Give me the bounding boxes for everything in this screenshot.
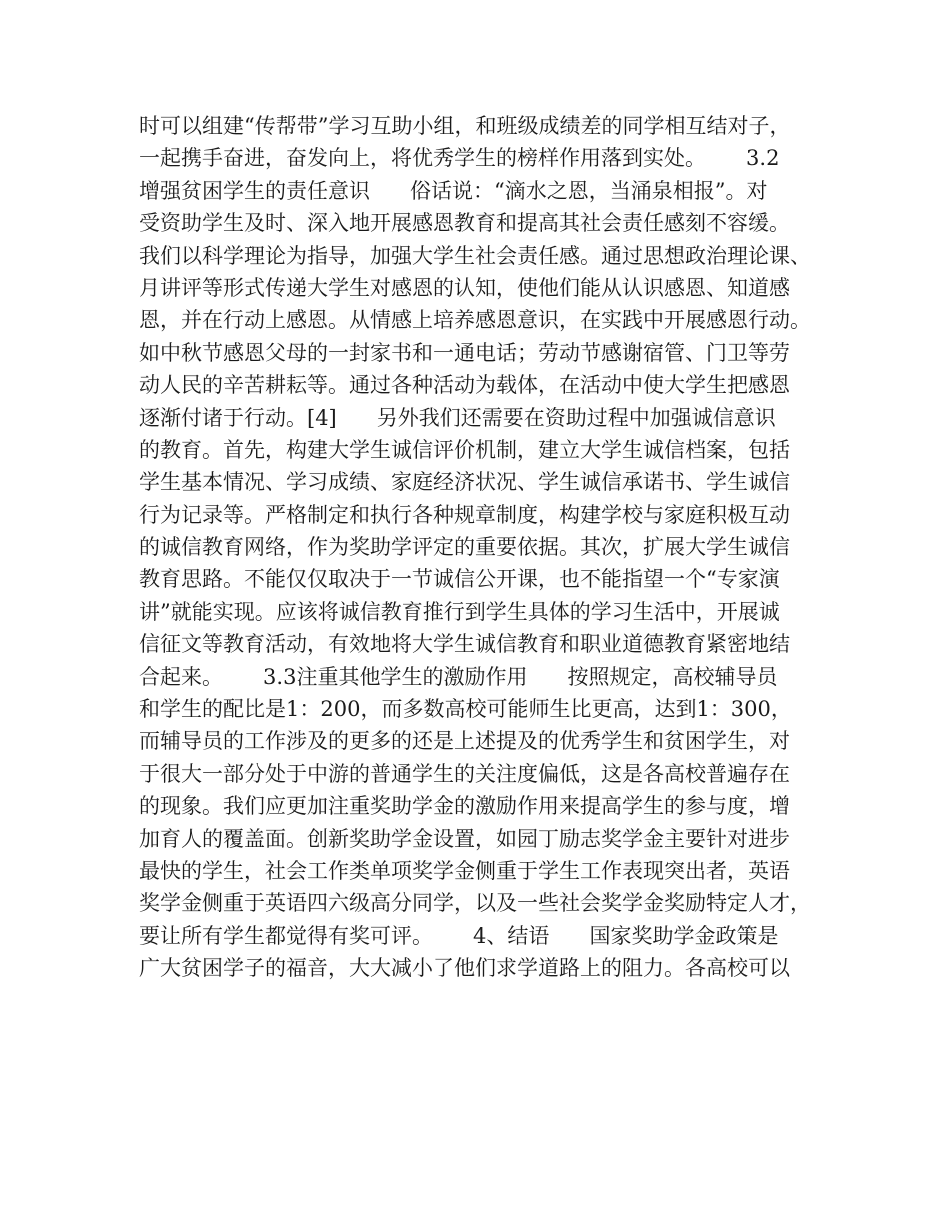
text-line: 学生基本情况、学习成绩、家庭经济状况、学生诚信承诺书、学生诚信 xyxy=(139,470,790,495)
text-line: 奖学金侧重于英语四六级高分同学，以及一些社会奖学金奖励特定人才， xyxy=(139,891,811,916)
text-line: 要让所有学生都觉得有奖可评。 4、结语 国家奖助学金政策是 xyxy=(139,923,779,948)
text-line: 增强贫困学生的责任意识 俗话说：“滴水之恩，当涌泉相报”。对 xyxy=(139,178,768,203)
text-line: 和学生的配比是1：200，而多数高校可能师生比更高，达到1：300， xyxy=(139,697,792,722)
text-line: 恩，并在行动上感恩。从情感上培养感恩意识，在实践中开展感恩行动。 xyxy=(139,308,811,333)
text-line: 而辅导员的工作涉及的更多的还是上述提及的优秀学生和贫困学生，对 xyxy=(139,729,790,754)
text-line: 的教育。首先，构建大学生诚信评价机制，建立大学生诚信档案，包括 xyxy=(139,437,790,462)
text-line: 我们以科学理论为指导，加强大学生社会责任感。通过思想政治理论课、 xyxy=(139,243,811,268)
text-line: 月讲评等形式传递大学生对感恩的认知，使他们能从认识感恩、知道感 xyxy=(139,275,790,300)
text-line: 行为记录等。严格制定和执行各种规章制度，构建学校与家庭积极互动 xyxy=(139,502,790,527)
text-line: 于很大一部分处于中游的普通学生的关注度偏低，这是各高校普遍存在 xyxy=(139,761,790,786)
text-line: 最快的学生，社会工作类单项奖学金侧重于学生工作表现突出者，英语 xyxy=(139,858,790,883)
text-line: 讲”就能实现。应该将诚信教育推行到学生具体的学习生活中，开展诚 xyxy=(139,599,780,624)
text-line: 广大贫困学子的福音，大大减小了他们求学道路上的阻力。各高校可以 xyxy=(139,956,790,981)
text-line: 的现象。我们应更加注重奖助学金的激励作用来提高学生的参与度，增 xyxy=(139,794,790,819)
text-line: 一起携手奋进，奋发向上，将优秀学生的榜样作用落到实处。 3.2 xyxy=(139,146,780,171)
text-line: 时可以组建“传帮带”学习互助小组，和班级成绩差的同学相互结对子， xyxy=(139,114,791,138)
text-line: 信征文等教育活动，有效地将大学生诚信教育和职业道德教育紧密地结 xyxy=(139,632,790,657)
text-line: 受资助学生及时、深入地开展感恩教育和提高其社会责任感刻不容缓。 xyxy=(139,211,790,236)
text-line: 动人民的辛苦耕耘等。通过各种活动为载体，在活动中使大学生把感恩 xyxy=(139,373,790,398)
text-line: 逐渐付诸于行动。[4] 另外我们还需要在资助过程中加强诚信意识 xyxy=(139,405,776,430)
body-text xyxy=(139,110,819,985)
text-line: 如中秋节感恩父母的一封家书和一通电话；劳动节感谢宿管、门卫等劳 xyxy=(139,340,790,365)
text-line: 的诚信教育网络，作为奖助学评定的重要依据。其次，扩展大学生诚信 xyxy=(139,535,790,560)
text-line: 教育思路。不能仅仅取决于一节诚信公开课，也不能指望一个“专家演 xyxy=(139,567,780,592)
text-line: 加育人的覆盖面。创新奖助学金设置，如园丁励志奖学金主要针对进步 xyxy=(139,826,790,851)
text-line: 合起来。 3.3注重其他学生的激励作用 按照规定，高校辅导员 xyxy=(139,664,778,689)
